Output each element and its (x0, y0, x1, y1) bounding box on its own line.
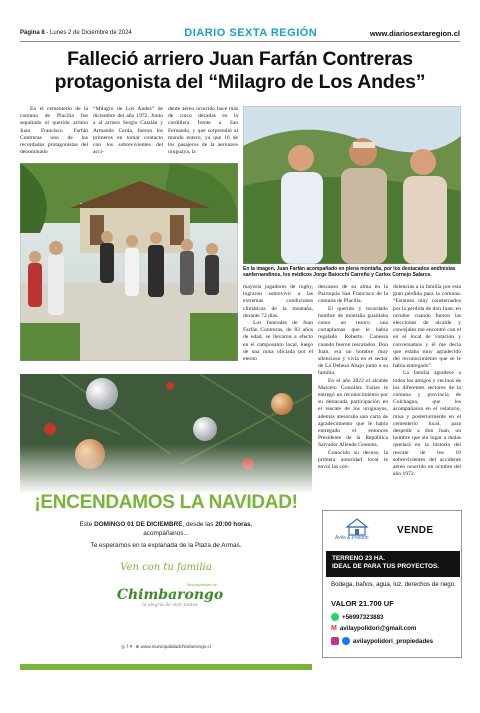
municipality-logo (115, 582, 225, 626)
brand-name: DIARIO SEXTA REGIÓN (184, 27, 318, 39)
instagram-icon[interactable]: ◎ (121, 644, 126, 649)
muni-small-label: Municipalidad de (186, 582, 217, 587)
municipality-website[interactable]: www.municipalidadchimbarongo.cl (140, 644, 211, 649)
xmas-script: Ven con tu familia (120, 562, 212, 573)
mountain-photo (243, 106, 461, 264)
logo-name: Avila & Polidori (335, 535, 369, 541)
article-column-6: dolencias a la familia por esta gran pérdida para la comuna. “Estamos muy consternados por la pérdida de don Juan; en octubre cuando fueron las elecciones de alcalde y concejales me encontré con el en el local de votación y conversamos y él me decía que estaba muy agradecido del reconocimiento que se le había entregado”. La familia agradece a todos los amigos y vecinos de los diferentes sectores de la comuna y provincia de Colchagua, que los acompañaron en el velatorio, misa y posteriormente en el cementerio local, para despedir a don Juan, un hombre que sin lugar a dudas quedará en la historia del rescate de los 16 sobrevivientes del accidente aéreo ocurrido en octubre del año 1972. (393, 284, 461, 478)
article-column-4: mayoría jugadores de rugby, lograron sobrevivir a las extremas condiciones climáticas de la montaña, durante 72 días. Los funerales de Juan Farfán Contreras, de 83 años de edad, se llevaron a efecto en el camposanto local, luego de una misa oficiada por el eterno (243, 284, 313, 363)
phone-number: +56997323883 (342, 613, 384, 621)
header-divider (20, 41, 460, 42)
xmas-line-2: acompáñanos... (143, 530, 189, 537)
avila-polidori-logo (323, 517, 463, 541)
muni-name: Chimbarongo (116, 587, 224, 603)
facebook-icon (342, 637, 350, 645)
real-estate-ad[interactable] (322, 510, 462, 658)
globe-icon: ⊕ (135, 644, 140, 649)
instagram-icon (331, 637, 339, 645)
xmas-line-1: Este DOMINGO 01 DE DICIEMBRE, desde las 20:00 horas, (79, 521, 253, 528)
funeral-photo (20, 163, 238, 361)
christmas-ad[interactable] (20, 374, 312, 670)
article-column-1: En el cementerio de la comuna de Placilla fue sepultado el querido arriero Juan Francisco Farfán Contreras uno de los recordados protagonistas del denominado (20, 106, 88, 156)
website-link[interactable]: www.diariosextaregion.cl (369, 28, 460, 38)
xmas-line-3: Te esperamos en la explanada de la Plaza de Armas. (90, 542, 242, 549)
page-header (20, 26, 460, 40)
x-icon[interactable]: ✕ (129, 644, 133, 649)
xmas-social-row (20, 644, 312, 650)
gmail-icon: M (331, 625, 337, 632)
email-row[interactable] (331, 625, 416, 632)
social-row[interactable] (331, 637, 433, 645)
xmas-title: ¡ENCENDAMOS LA NAVIDAD! (34, 492, 298, 513)
social-handle: avilaypolidori_propiedades (353, 637, 434, 645)
property-description: Bodega, baños, agua, luz, derechos de riego. (331, 581, 456, 588)
email-address: avilaypolidori@gmail.com (339, 625, 417, 632)
article-column-3: dente aéreo ocurrido hace más de cinco décadas en la cordillera frente a San Fernando, y que sorprendió al mundo entero, ya que 16 de los pasajeros de la aeronave uruguaya, la (168, 106, 238, 156)
vende-label: VENDE (397, 525, 434, 536)
article-headline: Falleció arriero Juan Farfán Contreras protagonista del “Milagro de Los Andes” (54, 48, 426, 93)
phone-row[interactable] (331, 613, 383, 621)
xmas-bottom-bar (20, 664, 312, 670)
page-date: Página 8 - Lunes 2 de Diciembre de 2024 (20, 30, 132, 36)
terrain-banner: TERRENO 23 HA. IDEAL DE PARA TUS PROYECTOS. (326, 551, 460, 577)
article-column-2: “Milagro de Los Andes” de diciembre del año 1972. Junto a al arriero Sergio Catalán y Armando Cerda, fueron los primeros en tomar contacto con los sobrevivientes del acci- (93, 106, 163, 156)
article-column-5: descanso de su alma en la Parroquia San Francisco de la comuna de Placilla. El querido y recordado hombre de montaña guardaba como un tesoro una cortaplumas que le había regalado Roberto Canessa cuando fueron rescatados. Don Juan, era un hombre muy silencioso y vivía en el sector de La Dehesa Abajo junto a su familia. En el año 2022 el alcalde Marcelo González Farías le entregó un reconocimiento por su destacada participación en el rescate de los uruguayos, además atesoraba una carta de agradecimiento que le había entregado el entonces Presidente de la República Salvador Allende Gossens. Conocido su deceso, la primera autoridad local le envió las con- (318, 284, 388, 471)
facebook-icon[interactable]: f (126, 644, 128, 649)
whatsapp-icon (331, 613, 339, 621)
photo-caption: En la imagen, Juan Farfán acompañado en plena montaña, por los destacados andinistas sanfernandinos, los médicos Jorge Baiocchi Carreño y Carlos Cornejo Salarce. (243, 266, 456, 279)
muni-tagline: la alegría de vivir juntos (142, 603, 198, 608)
property-price: VALOR 21.700 UF (331, 599, 394, 608)
